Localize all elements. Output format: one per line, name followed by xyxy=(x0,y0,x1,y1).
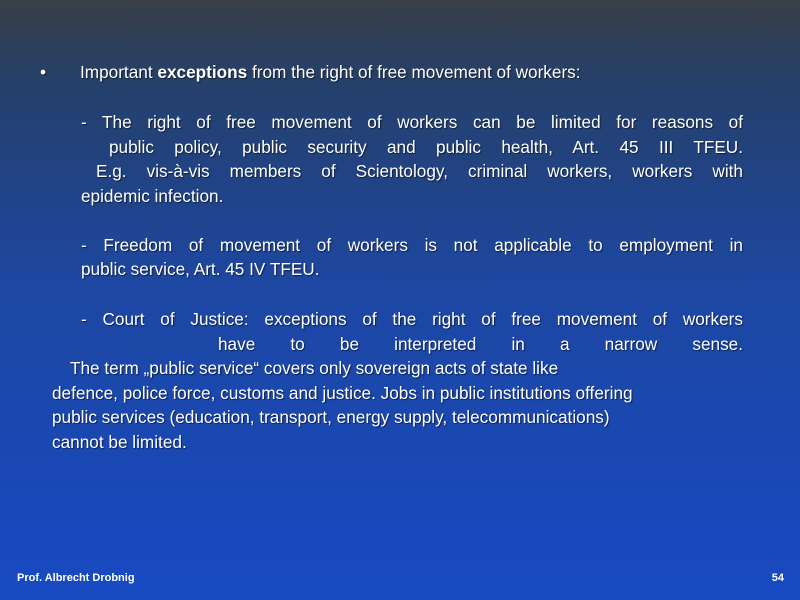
para3-line1: - Court of Justice: exceptions of the right of free movement of workers xyxy=(81,309,743,329)
para1-line4: epidemic infection. xyxy=(81,186,224,206)
para3-line2: have to be interpreted in a narrow sense. xyxy=(218,334,743,354)
para3-line6: cannot be limited. xyxy=(52,432,187,452)
heading-prefix: Important xyxy=(80,62,158,82)
heading-bold-word: exceptions xyxy=(157,62,248,82)
para3-line3: The term „public service“ covers only sovereign acts of state like xyxy=(70,358,559,378)
para3-line5: public services (education, transport, energy supply, telecommunications) xyxy=(52,407,610,427)
para1-line1: - The right of free movement of workers can be limited for reasons of xyxy=(81,112,743,132)
heading-line xyxy=(80,60,581,85)
para1-line3: E.g. vis-à-vis members of Scientology, criminal workers, workers with xyxy=(96,161,743,181)
heading-suffix: from the right of free movement of workers: xyxy=(247,62,581,82)
footer-author: Prof. Albrecht Drobnig xyxy=(17,572,135,584)
para2-line2: public service, Art. 45 IV TFEU. xyxy=(81,259,320,279)
para3-line4: defence, police force, customs and justice. Jobs in public institutions offering xyxy=(52,383,633,403)
para2-line1: - Freedom of movement of workers is not applicable to employment in xyxy=(81,235,743,255)
para1-line2: public policy, public security and public health, Art. 45 III TFEU. xyxy=(109,137,743,157)
page-number: 54 xyxy=(771,572,784,584)
bullet-icon: • xyxy=(40,62,47,82)
